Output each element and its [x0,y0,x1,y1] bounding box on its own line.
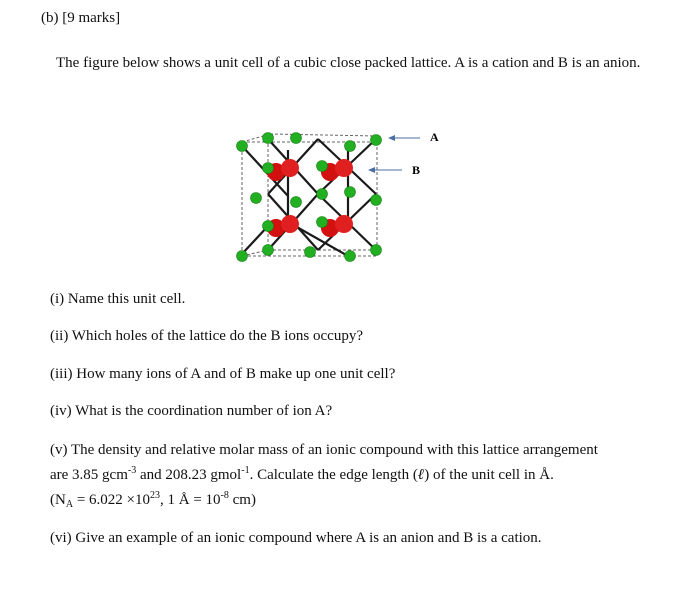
cell-outline [242,134,378,256]
label-a-arrow [388,135,420,141]
molar-mass-exponent: -1 [241,465,250,476]
density-text: are 3.85 gcm [50,467,128,483]
density-exponent: -3 [127,465,137,476]
question-iii: (iii) How many ions of A and of B make up one unit cell? [50,366,396,382]
anion-spheres-b [267,159,353,237]
molar-mass-text: and 208.23 gmol [136,467,242,483]
bonds [242,139,376,256]
question-iv: (iv) What is the coordination number of ion A? [50,403,333,419]
question-header: (b) [9 marks] [41,10,121,26]
intro-paragraph: The figure below shows a unit cell of a cubic close packed lattice. A is a cation and B is an anion. [56,55,641,71]
unit-cell-figure [228,122,448,272]
unit-text: ) of the unit cell in Å. [424,467,554,483]
question-vi: (vi) Give an example of an ionic compound where A is an anion and B is a cation. [50,530,542,546]
label-a: A [430,130,439,144]
angstrom-unit: cm) [228,492,256,508]
label-b: B [412,163,421,177]
edge-length-text: . Calculate the edge length ( [249,467,418,483]
label-b-arrow [368,167,402,173]
question-v-line1: (v) The density and relative molar mass of an ionic compound with this lattice arrangement [50,442,598,458]
question-v-line2 [50,463,638,488]
angstrom-exponent: -8 [220,490,229,501]
avogadro-exponent: 23 [149,490,160,501]
script-l-icon: ℓ [417,467,425,483]
angstrom-conversion: , 1 Å = 10 [159,492,221,508]
question-ii: (ii) Which holes of the lattice do the B ions occupy? [50,328,363,344]
question-v-line3 [50,488,638,513]
avogadro-value: = 6.022 ×10 [73,492,150,508]
cation-spheres-a [237,133,382,262]
avogadro-symbol: (N [50,492,66,508]
avogadro-subscript: A [65,499,74,510]
question-i: (i) Name this unit cell. [50,291,186,307]
question-v [50,438,638,513]
